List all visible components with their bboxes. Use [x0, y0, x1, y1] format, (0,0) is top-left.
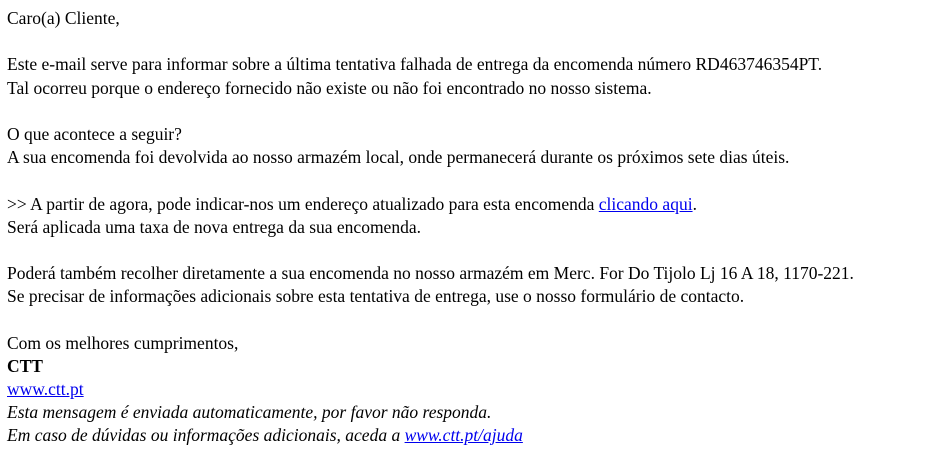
help-line	[7, 424, 947, 447]
warehouse-return-text: A sua encomenda foi devolvida ao nosso armazém local, onde permanecerá durante os próximos sete dias úteis.	[7, 147, 790, 168]
redelivery-fee-text: Será aplicada uma taxa de nova entrega da sua encomenda.	[7, 216, 421, 237]
update-address-link[interactable]: clicando aqui	[598, 193, 693, 214]
next-steps-heading: O que acontece a seguir?	[7, 123, 182, 144]
help-link[interactable]: www.ctt.pt/ajuda	[404, 425, 523, 446]
update-address-suffix: .	[692, 193, 697, 214]
closing-text: Com os melhores cumprimentos,	[7, 332, 239, 353]
failed-delivery-text: Este e-mail serve para informar sobre a última tentativa falhada de entrega da encomenda número RD463746354PT.	[7, 54, 823, 75]
contact-form-text: Se precisar de informações adicionais sobre esta tentativa de entrega, use o nosso formulário de contacto.	[7, 286, 745, 307]
spacer	[7, 308, 947, 331]
pickup-address-text: Poderá também recolher diretamente a sua encomenda no nosso armazém em Merc. For Do Tijolo Lj 16 A 18, 1170-221.	[7, 263, 854, 284]
update-address-line	[7, 193, 947, 216]
auto-notice-text: Esta mensagem é enviada automaticamente, por favor não responda.	[7, 402, 492, 423]
spacer	[7, 30, 947, 53]
spacer	[7, 169, 947, 192]
help-text: Em caso de dúvidas ou informações adicionais, aceda a	[7, 425, 405, 446]
greeting: Caro(a) Cliente,	[7, 8, 120, 28]
update-address-text: >> A partir de agora, pode indicar-nos um endereço atualizado para esta encomenda	[7, 193, 599, 214]
company-name: CTT	[7, 355, 43, 376]
website-line	[7, 378, 947, 401]
address-not-found-text: Tal ocorreu porque o endereço fornecido não existe ou não foi encontrado no nosso sistema.	[7, 77, 652, 98]
spacer	[7, 239, 947, 262]
website-link[interactable]: www.ctt.pt	[7, 379, 84, 399]
spacer	[7, 100, 947, 123]
